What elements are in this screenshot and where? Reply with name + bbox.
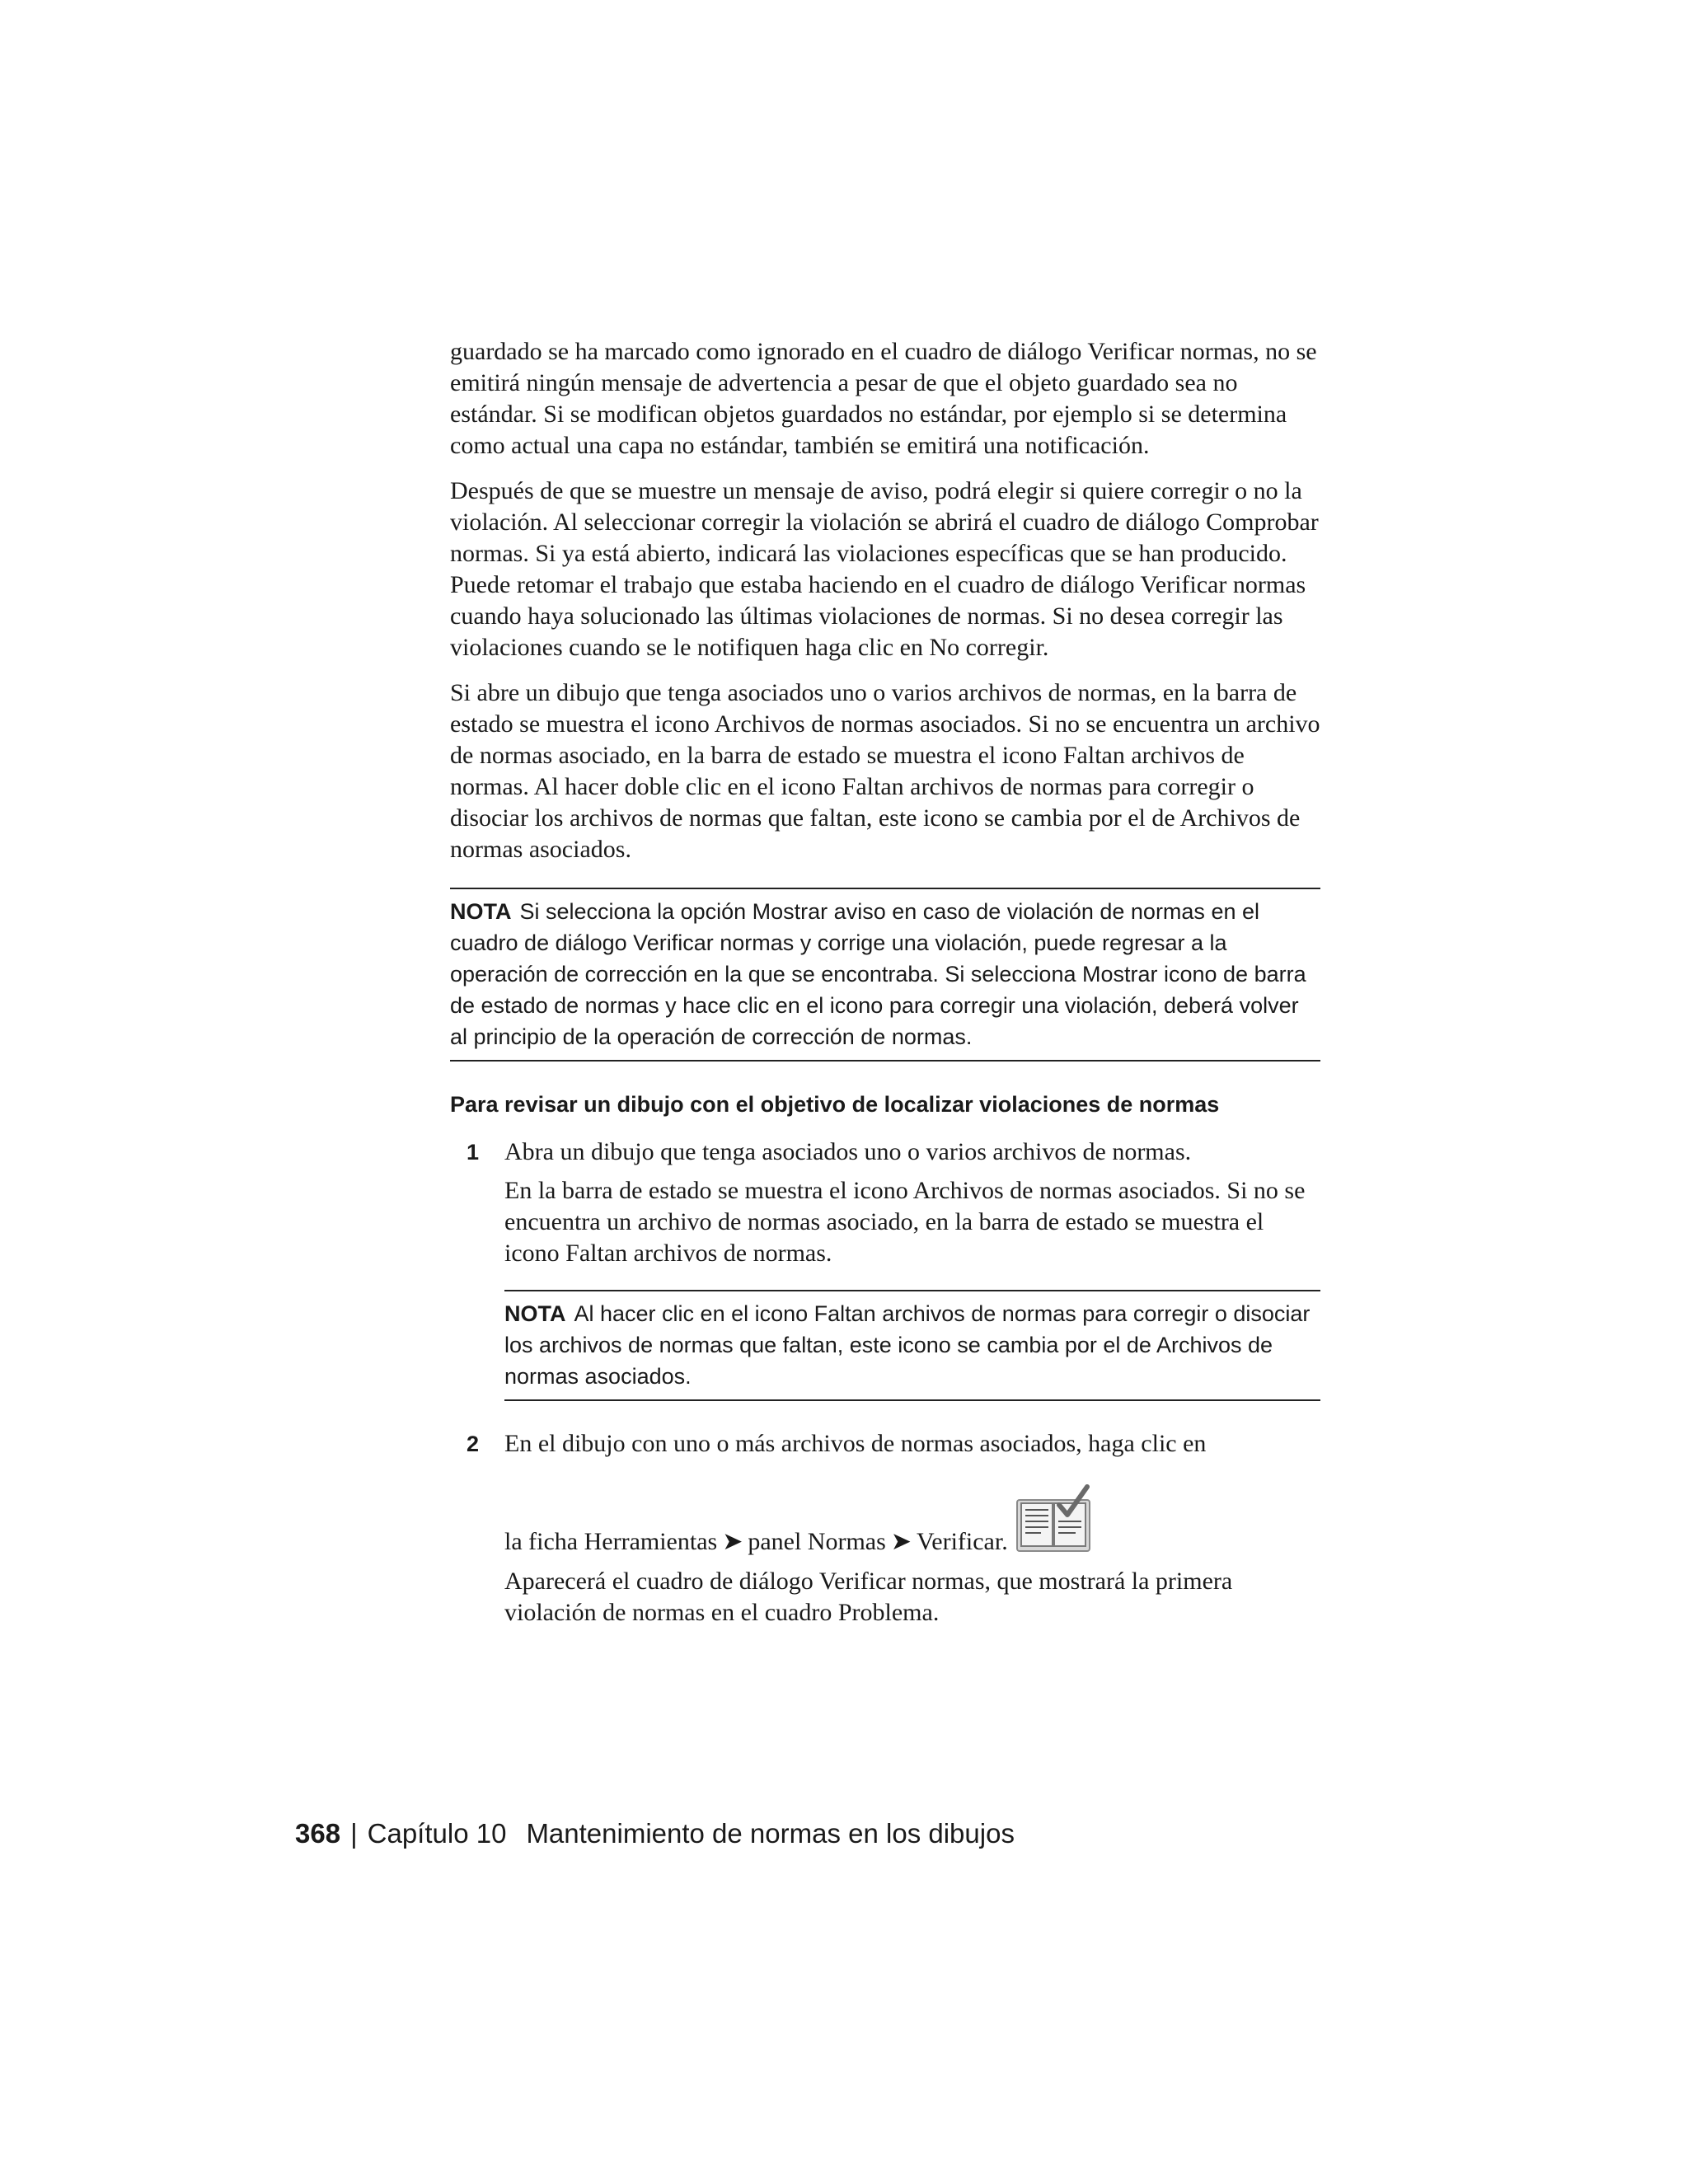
ribbon-path-command: Verificar. — [916, 1528, 1008, 1555]
chapter-label: Capítulo 10 — [367, 1818, 507, 1849]
step-number: 2 — [467, 1432, 480, 1456]
page-number: 368 — [295, 1818, 341, 1849]
note-box — [450, 888, 1320, 1062]
path-arrow-icon: ➤ — [722, 1528, 743, 1555]
ribbon-path-panel: panel Normas — [748, 1528, 886, 1555]
path-arrow-icon: ➤ — [890, 1528, 912, 1555]
ribbon-path-tab: la ficha Herramientas — [504, 1528, 718, 1555]
footer-separator: | — [350, 1818, 358, 1849]
procedure-heading: Para revisar un dibujo con el objetivo de localizar violaciones de normas — [450, 1092, 1220, 1117]
note-text: Si selecciona la opción Mostrar aviso en caso de violación de normas en el cuadro de diálogo Verificar normas y corrige una violación, puede regresar a la operación de corrección en la que se encontraba. Si selecciona Mostrar icono de barra de estado de normas y hace clic en el icono para corregir una violación, deberá volver al principio de la operación de corrección de normas. — [450, 899, 1306, 1049]
body-paragraph-3: Si abre un dibujo que tenga asociados uno o varios archivos de normas, en la barra de estado se muestra el icono Archivos de normas asociados. Si no se encuentra un archivo de normas asociado, en la barra de estado se muestra el icono Faltan archivos de normas. Al hacer doble clic en el icono Faltan archivos de normas para corregir o disociar los archivos de normas que faltan, este icono se cambia por el de Archivos de normas asociados. — [450, 679, 1320, 863]
chapter-title: Mantenimiento de normas en los dibujos — [526, 1818, 1015, 1849]
note-text: Al hacer clic en el icono Faltan archivos de normas para corregir o disociar los archivos de normas que faltan, este icono se cambia por el de Archivos de normas asociados. — [504, 1301, 1311, 1389]
page-footer — [295, 1817, 1015, 1850]
procedure-step-1 — [450, 1137, 1320, 1401]
body-paragraph-2: Después de que se muestre un mensaje de aviso, podrá elegir si quiere corregir o no la violación. Al seleccionar corregir la violación se abrirá el cuadro de diálogo Comprobar normas. Si ya está abierto, indicará las violaciones específicas que se han producido. Puede retomar el trabajo que estaba haciendo en el cuadro de diálogo Verificar normas cuando haya solucionado las últimas violaciones de normas. Si no desea corregir las violaciones cuando se le notifiquen haga clic en No corregir. — [450, 477, 1319, 661]
step-result: Aparecerá el cuadro de diálogo Verificar normas, que mostrará la primera violación de normas en el cuadro Problema. — [504, 1568, 1233, 1626]
step-detail: En la barra de estado se muestra el icono Archivos de normas asociados. Si no se encuentra un archivo de normas asociado, en la barra de estado se muestra el icono Faltan archivos de normas. — [504, 1177, 1306, 1267]
body-paragraph-1: guardado se ha marcado como ignorado en el cuadro de diálogo Verificar normas, no se emitirá ningún mensaje de advertencia a pesar de que el objeto guardado sea no estándar. Si se modifican objetos guardados no estándar, por ejemplo si se determina como actual una capa no estándar, también se emitirá una notificación. — [450, 338, 1317, 459]
note-label: NOTA — [504, 1301, 566, 1326]
note-label: NOTA — [450, 899, 512, 924]
step-text: Abra un dibujo que tenga asociados uno o varios archivos de normas. — [504, 1138, 1192, 1165]
ribbon-path — [504, 1483, 1320, 1558]
step-text: En el dibujo con uno o más archivos de normas asociados, haga clic en — [504, 1430, 1207, 1457]
step-note-box — [504, 1290, 1320, 1401]
procedure-step-2 — [450, 1428, 1320, 1636]
verify-standards-icon — [1016, 1483, 1092, 1553]
step-body — [504, 1137, 1320, 1401]
step-body — [504, 1428, 1320, 1636]
step-number: 1 — [467, 1140, 480, 1165]
page-content — [450, 336, 1320, 1636]
